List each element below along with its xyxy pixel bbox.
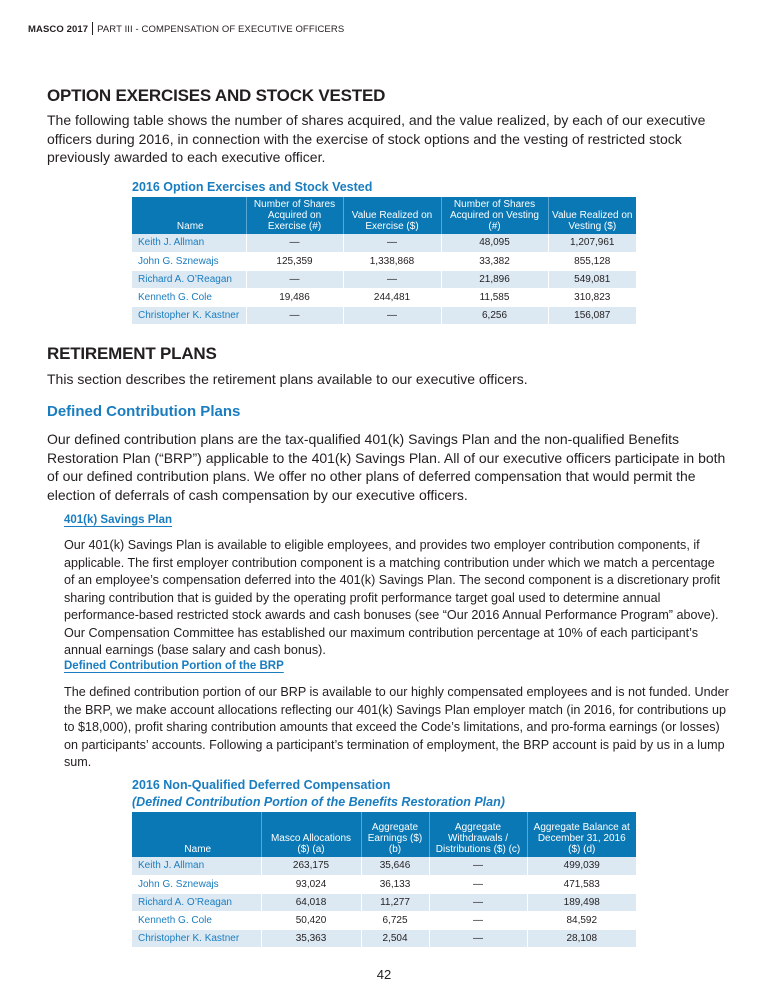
value-cell: 471,583 bbox=[527, 875, 636, 893]
value-cell: 36,133 bbox=[361, 875, 429, 893]
value-cell: — bbox=[429, 875, 527, 893]
value-cell: 35,363 bbox=[261, 929, 361, 947]
value-cell: — bbox=[246, 234, 343, 252]
value-cell: 21,896 bbox=[441, 270, 548, 288]
value-cell: 11,277 bbox=[361, 893, 429, 911]
table-row bbox=[132, 288, 636, 306]
subheading: 401(k) Savings Plan bbox=[64, 514, 173, 526]
column-header: Aggregate Withdrawals / Distributions ($) (c) bbox=[429, 812, 527, 857]
value-cell: 125,359 bbox=[246, 252, 343, 270]
value-cell: 6,725 bbox=[361, 911, 429, 929]
table-caption: 2016 Option Exercises and Stock Vested bbox=[132, 180, 373, 194]
value-cell: 549,081 bbox=[548, 270, 636, 288]
name-cell: John G. Sznewajs bbox=[138, 255, 219, 267]
column-header: Name bbox=[132, 812, 261, 857]
value-cell: 50,420 bbox=[261, 911, 361, 929]
name-cell: Kenneth G. Cole bbox=[138, 914, 212, 926]
column-header: Value Realized on Exercise ($) bbox=[343, 197, 441, 234]
page-number: 42 bbox=[376, 967, 392, 982]
name-cell: John G. Sznewajs bbox=[138, 878, 219, 890]
value-cell: 244,481 bbox=[343, 288, 441, 306]
value-cell: 855,128 bbox=[548, 252, 636, 270]
name-cell: Christopher K. Kastner bbox=[132, 306, 246, 324]
value-cell: — bbox=[246, 270, 343, 288]
section-title: OPTION EXERCISES AND STOCK VESTED bbox=[47, 86, 386, 105]
column-header: Number of Shares Acquired on Exercise (#) bbox=[246, 197, 343, 234]
value-cell: 19,486 bbox=[246, 288, 343, 306]
value-cell: 28,108 bbox=[527, 929, 636, 947]
table-row bbox=[132, 911, 636, 929]
value-cell: 11,585 bbox=[441, 288, 548, 306]
value-cell: 48,095 bbox=[441, 234, 548, 252]
value-cell: — bbox=[343, 234, 441, 252]
value-cell: 263,175 bbox=[261, 857, 361, 875]
name-cell: Keith J. Allman bbox=[132, 234, 246, 252]
table-row bbox=[132, 875, 636, 893]
value-cell: 1,207,961 bbox=[548, 234, 636, 252]
running-header bbox=[28, 22, 344, 35]
column-header: Number of Shares Acquired on Vesting (#) bbox=[441, 197, 548, 234]
section-title: RETIREMENT PLANS bbox=[47, 344, 217, 363]
paragraph: This section describes the retirement plans available to our executive officers. bbox=[47, 371, 528, 387]
value-cell: — bbox=[429, 911, 527, 929]
table-row bbox=[132, 929, 636, 947]
brand: MASCO 2017 bbox=[28, 24, 89, 35]
value-cell: 84,592 bbox=[527, 911, 636, 929]
table-row bbox=[132, 893, 636, 911]
value-cell: 35,646 bbox=[361, 857, 429, 875]
column-header: Masco Allocations ($) (a) bbox=[261, 812, 361, 857]
option-exercises-table bbox=[132, 197, 636, 325]
table-caption: 2016 Non-Qualified Deferred Compensation bbox=[132, 778, 391, 792]
name-cell: Christopher K. Kastner bbox=[132, 929, 261, 947]
value-cell: 189,498 bbox=[527, 893, 636, 911]
paragraph: The defined contribution portion of our BRP is available to our highly compensated employees and is not funded. Under the BRP, we make account allocations reflecting our 401(k) Savings Plan employer match (in 2016, for contributions up to $18,000), profit sharing contribution amounts that exceed the Code’s limitations, and pro-forma earnings (or losses) on participants’ accounts. Following a participant’s termination of employment, the BRP account is paid by us in a lump sum. bbox=[64, 685, 729, 769]
value-cell: — bbox=[246, 306, 343, 324]
table-row bbox=[132, 306, 636, 324]
paragraph: Our defined contribution plans are the tax-qualified 401(k) Savings Plan and the non-qualified Benefits Restoration Plan (“BRP”) applicable to the 401(k) Savings Plan. All of our executive officers participate in both of our defined contribution plans. We offer no other plans of deferred compensation that would permit the election of deferrals of cash compensation by our executive officers. bbox=[47, 431, 726, 503]
column-header: Aggregate Earnings ($) (b) bbox=[361, 812, 429, 857]
column-header: Aggregate Balance at December 31, 2016 ($) (d) bbox=[527, 812, 636, 857]
value-cell: 93,024 bbox=[261, 875, 361, 893]
paragraph: Our 401(k) Savings Plan is available to eligible employees, and provides two employer contribution components, if applicable. The first employer contribution component is a matching contribution under which we match a percentage of an employee’s compensation deferred into the 401(k) Savings Plan. The second component is a discretionary profit sharing contribution that is guided by the operating profit performance target goal used to determine annual performance-based restricted stock awards and cash bonuses (see “Our 2016 Annual Performance Program” above). Our Compensation Committee has established our maximum contribution percentage at 10% of each participant’s annual earnings (base salary and cash bonus). bbox=[64, 538, 721, 657]
table-row bbox=[132, 270, 636, 288]
value-cell: — bbox=[429, 857, 527, 875]
section-label: PART III - COMPENSATION OF EXECUTIVE OFFICERS bbox=[97, 24, 345, 35]
name-cell: Kenneth G. Cole bbox=[138, 291, 212, 303]
value-cell: 64,018 bbox=[261, 893, 361, 911]
value-cell: 1,338,868 bbox=[343, 252, 441, 270]
name-cell: Richard A. O’Reagan bbox=[132, 893, 261, 911]
deferred-compensation-table bbox=[132, 812, 636, 948]
value-cell: — bbox=[343, 270, 441, 288]
value-cell: — bbox=[429, 929, 527, 947]
value-cell: 156,087 bbox=[548, 306, 636, 324]
value-cell: 310,823 bbox=[548, 288, 636, 306]
value-cell: — bbox=[429, 893, 527, 911]
value-cell: 6,256 bbox=[441, 306, 548, 324]
column-header: Name bbox=[132, 197, 246, 234]
value-cell: 2,504 bbox=[361, 929, 429, 947]
column-header: Value Realized on Vesting ($) bbox=[548, 197, 636, 234]
table-subcaption: (Defined Contribution Portion of the Benefits Restoration Plan) bbox=[132, 795, 505, 809]
name-cell: Richard A. O’Reagan bbox=[132, 270, 246, 288]
value-cell: 499,039 bbox=[527, 857, 636, 875]
subheading: Defined Contribution Portion of the BRP bbox=[64, 660, 284, 672]
table-row bbox=[132, 857, 636, 875]
subsection-title: Defined Contribution Plans bbox=[47, 403, 241, 420]
divider bbox=[92, 22, 93, 35]
paragraph: The following table shows the number of shares acquired, and the value realized, by each of our executive officers during 2016, in connection with the exercise of stock options and the vesting of restricted stock previously awarded to each executive officer. bbox=[47, 112, 706, 165]
table-row bbox=[132, 234, 636, 252]
table-row bbox=[132, 252, 636, 270]
value-cell: — bbox=[343, 306, 441, 324]
value-cell: 33,382 bbox=[441, 252, 548, 270]
name-cell: Keith J. Allman bbox=[132, 857, 261, 875]
